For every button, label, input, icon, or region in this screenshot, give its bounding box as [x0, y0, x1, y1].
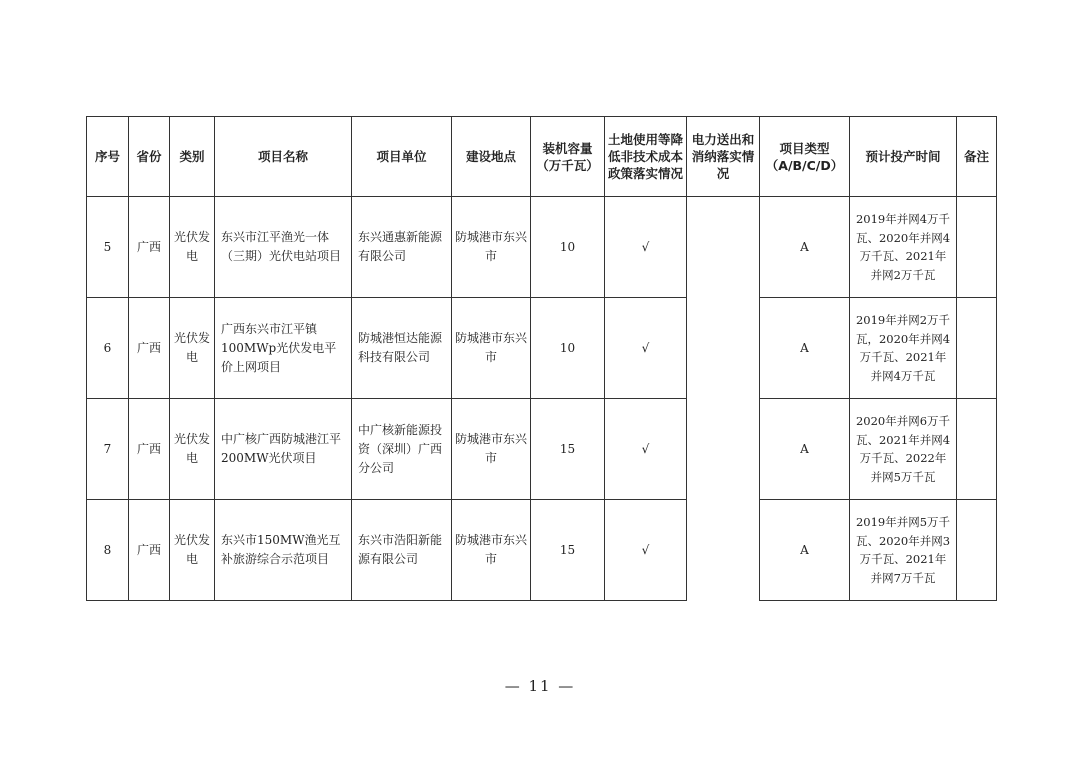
- cell-project-name: 广西东兴市江平镇100MWp光伏发电平价上网项目: [215, 298, 352, 399]
- cell-land-policy: √: [605, 399, 687, 500]
- cell-seq: 5: [87, 197, 129, 298]
- cell-project-name: 东兴市150MW渔光互补旅游综合示范项目: [215, 500, 352, 601]
- cell-operation-time: 2019年并网2万千瓦，2020年并网4万千瓦、2021年并网4万千瓦: [850, 298, 957, 399]
- cell-operation-time: 2019年并网4万千瓦、2020年并网4万千瓦、2021年并网2万千瓦: [850, 197, 957, 298]
- cell-province: 广西: [129, 298, 170, 399]
- cell-seq: 7: [87, 399, 129, 500]
- cell-project-unit: 防城港恒达能源科技有限公司: [352, 298, 452, 399]
- cell-seq: 8: [87, 500, 129, 601]
- cell-capacity: 15: [531, 500, 605, 601]
- cell-capacity: 10: [531, 298, 605, 399]
- cell-project-type: A: [760, 298, 850, 399]
- header-category: 类别: [170, 117, 215, 197]
- cell-province: 广西: [129, 197, 170, 298]
- header-project-name: 项目名称: [215, 117, 352, 197]
- cell-capacity: 10: [531, 197, 605, 298]
- table-row: [87, 500, 997, 601]
- header-project-unit: 项目单位: [352, 117, 452, 197]
- header-project-type: 项目类型（A/B/C/D）: [760, 117, 850, 197]
- cell-location: 防城港市东兴市: [452, 399, 531, 500]
- cell-seq: 6: [87, 298, 129, 399]
- cell-category: 光伏发电: [170, 500, 215, 601]
- cell-location: 防城港市东兴市: [452, 197, 531, 298]
- cell-location: 防城港市东兴市: [452, 298, 531, 399]
- header-seq: 序号: [87, 117, 129, 197]
- cell-operation-time: 2020年并网6万千瓦、2021年并网4万千瓦、2022年并网5万千瓦: [850, 399, 957, 500]
- header-province: 省份: [129, 117, 170, 197]
- cell-location: 防城港市东兴市: [452, 500, 531, 601]
- cell-category: 光伏发电: [170, 298, 215, 399]
- cell-province: 广西: [129, 399, 170, 500]
- table-row: [87, 399, 997, 500]
- project-list-table: [86, 116, 997, 601]
- page-number: — 11 —: [504, 677, 576, 695]
- cell-province: 广西: [129, 500, 170, 601]
- cell-project-name: 东兴市江平渔光一体（三期）光伏电站项目: [215, 197, 352, 298]
- cell-operation-time: 2019年并网5万千瓦、2020年并网3万千瓦、2021年并网7万千瓦: [850, 500, 957, 601]
- cell-land-policy: √: [605, 197, 687, 298]
- header-power-delivery: 电力送出和消纳落实情况: [687, 117, 760, 197]
- cell-project-type: A: [760, 399, 850, 500]
- cell-category: 光伏发电: [170, 399, 215, 500]
- header-capacity: 装机容量（万千瓦）: [531, 117, 605, 197]
- cell-remarks: [957, 197, 997, 298]
- cell-project-unit: 东兴市浩阳新能源有限公司: [352, 500, 452, 601]
- cell-land-policy: √: [605, 298, 687, 399]
- cell-project-name: 中广核广西防城港江平200MW光伏项目: [215, 399, 352, 500]
- cell-remarks: [957, 500, 997, 601]
- cell-land-policy: √: [605, 500, 687, 601]
- header-location: 建设地点: [452, 117, 531, 197]
- cell-power-delivery-merged: [687, 197, 760, 601]
- cell-category: 光伏发电: [170, 197, 215, 298]
- cell-remarks: [957, 399, 997, 500]
- header-remarks: 备注: [957, 117, 997, 197]
- header-operation-time: 预计投产时间: [850, 117, 957, 197]
- cell-project-unit: 中广核新能源投资（深圳）广西分公司: [352, 399, 452, 500]
- header-land-policy: 土地使用等降低非技术成本政策落实情况: [605, 117, 687, 197]
- cell-project-type: A: [760, 500, 850, 601]
- cell-project-type: A: [760, 197, 850, 298]
- table-row: [87, 298, 997, 399]
- table-row: [87, 197, 997, 298]
- cell-project-unit: 东兴通惠新能源有限公司: [352, 197, 452, 298]
- table-header-row: [87, 117, 997, 197]
- cell-capacity: 15: [531, 399, 605, 500]
- cell-remarks: [957, 298, 997, 399]
